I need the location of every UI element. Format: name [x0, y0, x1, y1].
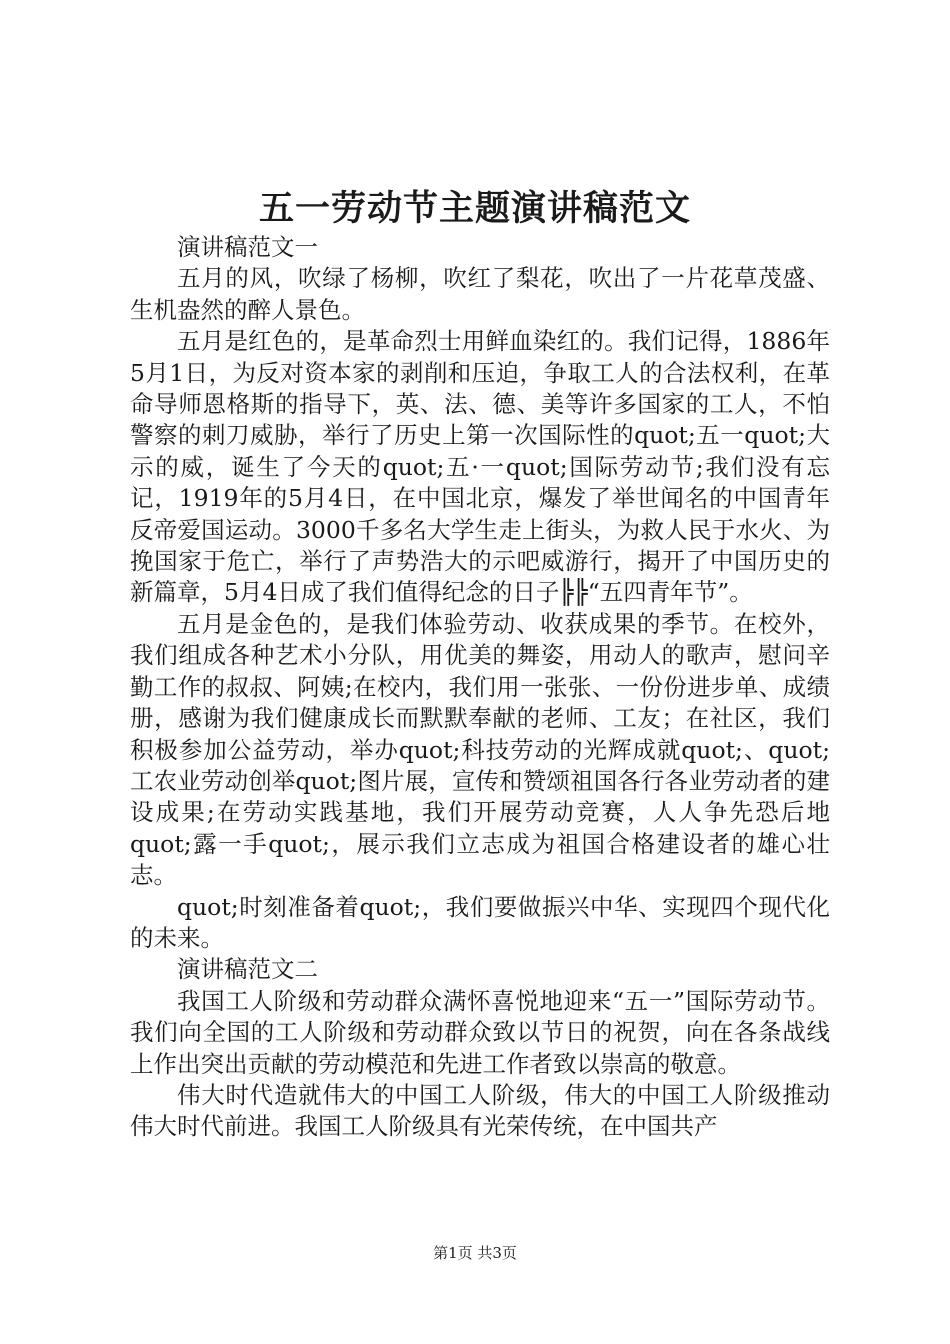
paragraph: quot;时刻准备着quot;，我们要做振兴中华、实现四个现代化的未来。: [130, 892, 830, 952]
paragraph: 五月的风，吹绿了杨柳，吹红了梨花，吹出了一片花草茂盛、生机盎然的醉人景色。: [130, 264, 830, 324]
paragraph: 五月是红色的，是革命烈士用鲜血染红的。我们记得，1886年5月1日，为反对资本家的剥削和压迫，争取工人的合法权利，在革命导师恩格斯的指导下，英、法、德、美等许多国家的工人，不怕警察的刺刀威胁，举行了历史上第一次国际性的quot;五一quot;大示的威，诞生了今天的quot;五·一quot;国际劳动节;我们没有忘记，1919年的5月4日，在中国北京，爆发了举世闻名的中国青年反帝爱国运动。3000千多名大学生走上街头，为救人民于水火、为挽国家于危亡，举行了声势浩大的示吧威游行，揭开了中国历史的新篇章，5月4日成了我们值得纪念的日子╠╠“五四青年节”。: [130, 327, 830, 607]
page-footer: 第1页 共3页: [433, 1244, 517, 1262]
section-heading: 演讲稿范文二: [177, 955, 318, 984]
section-heading: 演讲稿范文一: [177, 233, 318, 261]
paragraph: 我国工人阶级和劳动群众满怀喜悦地迎来“五一”国际劳动节。我们向全国的工人阶级和劳动群众致以节日的祝贺，向在各条战线上作出突出贡献的劳动模范和先进工作者致以崇高的敬意。: [130, 986, 830, 1078]
document-title: 五一劳动节主题演讲稿范文: [258, 188, 691, 229]
document-body: [130, 232, 830, 1143]
paragraph: 伟大时代造就伟大的中国工人阶级，伟大的中国工人阶级推动伟大时代前进。我国工人阶级具有光荣传统，在中国共产: [130, 1080, 830, 1141]
paragraph: 五月是金色的，是我们体验劳动、收获成果的季节。在校外，我们组成各种艺术小分队，用优美的舞姿，用动人的歌声，慰问辛勤工作的叔叔、阿姨;在校内，我们用一张张、一份份进步单、成绩册，感谢为我们健康成长而默默奉献的老师、工友；在社区，我们积极参加公益劳动，举办quot;科技劳动的光辉成就quot;、quot;工农业劳动创举quot;图片展，宣传和赞颂祖国各行各业劳动者的建设成果;在劳动实践基地，我们开展劳动竞赛，人人争先恐后地quot;露一手quot;，展示我们立志成为祖国合格建设者的雄心壮志。: [130, 609, 830, 890]
